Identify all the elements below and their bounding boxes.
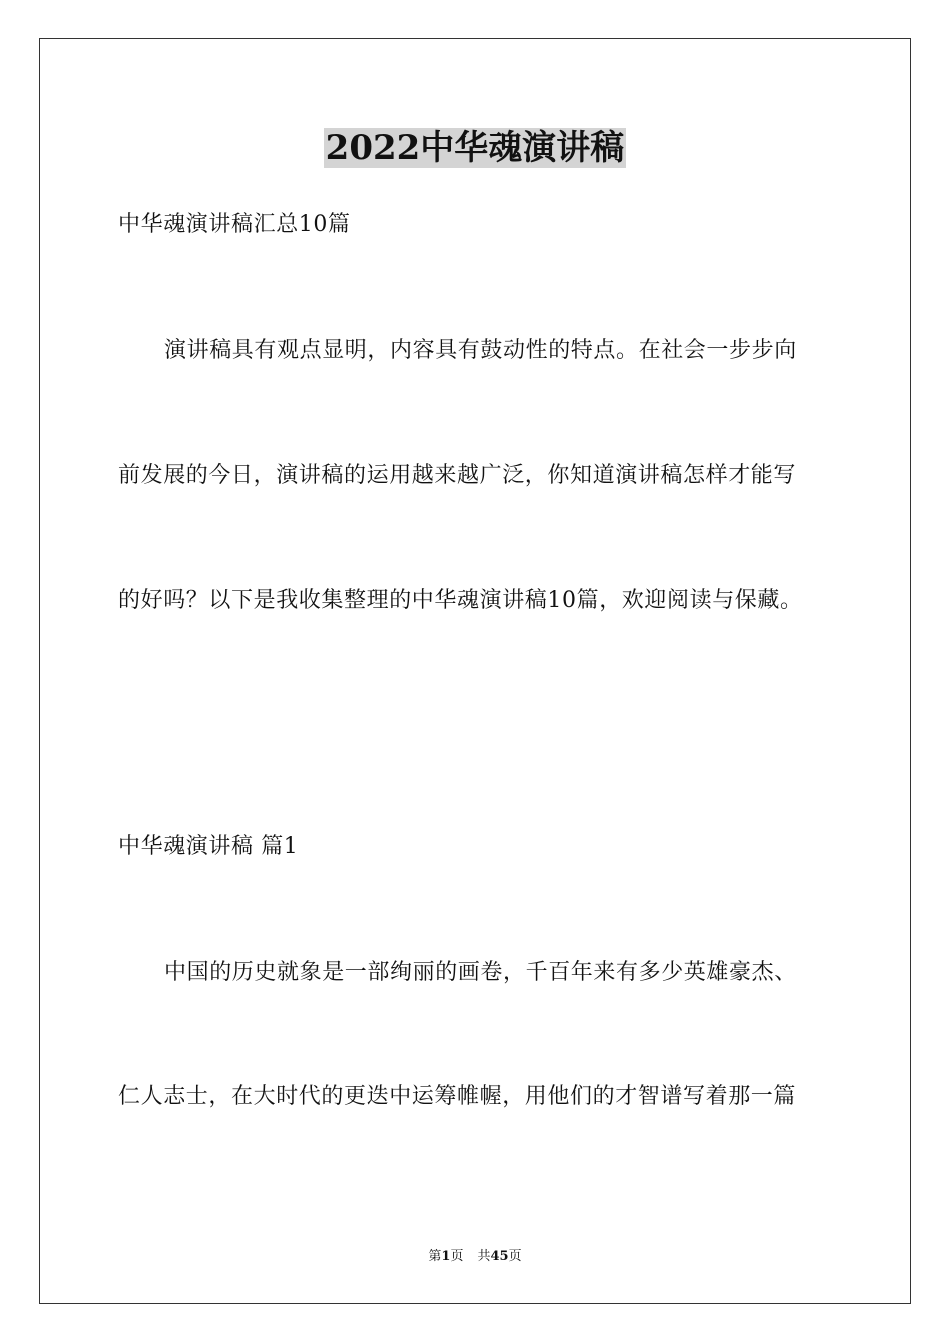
section-line-1: 中国的历史就象是一部绚丽的画卷，千百年来有多少英雄豪杰、 — [164, 960, 797, 985]
intro-line-3: 的好吗？以下是我收集整理的中华魂演讲稿10篇，欢迎阅读与保藏。 — [118, 588, 803, 613]
intro-line-1: 演讲稿具有观点显明，内容具有鼓动性的特点。在社会一步步向 — [164, 338, 797, 363]
page-footer — [0, 1248, 950, 1266]
total-pages: 45 — [490, 1249, 509, 1264]
page-prefix: 第 — [428, 1249, 442, 1264]
document-subtitle: 中华魂演讲稿汇总10篇 — [118, 212, 351, 237]
total-prefix: 共 — [477, 1249, 491, 1264]
total-suffix: 页 — [508, 1249, 522, 1264]
page-suffix: 页 — [450, 1249, 464, 1264]
document-title-text: 2022中华魂演讲稿 — [325, 128, 625, 168]
document-title — [0, 128, 950, 168]
page-number: 1 — [441, 1249, 451, 1264]
intro-line-2: 前发展的今日，演讲稿的运用越来越广泛，你知道演讲稿怎样才能写 — [118, 463, 797, 488]
section-heading: 中华魂演讲稿 篇1 — [118, 834, 299, 859]
section-line-2: 仁人志士，在大时代的更迭中运筹帷幄，用他们的才智谱写着那一篇 — [118, 1084, 797, 1109]
